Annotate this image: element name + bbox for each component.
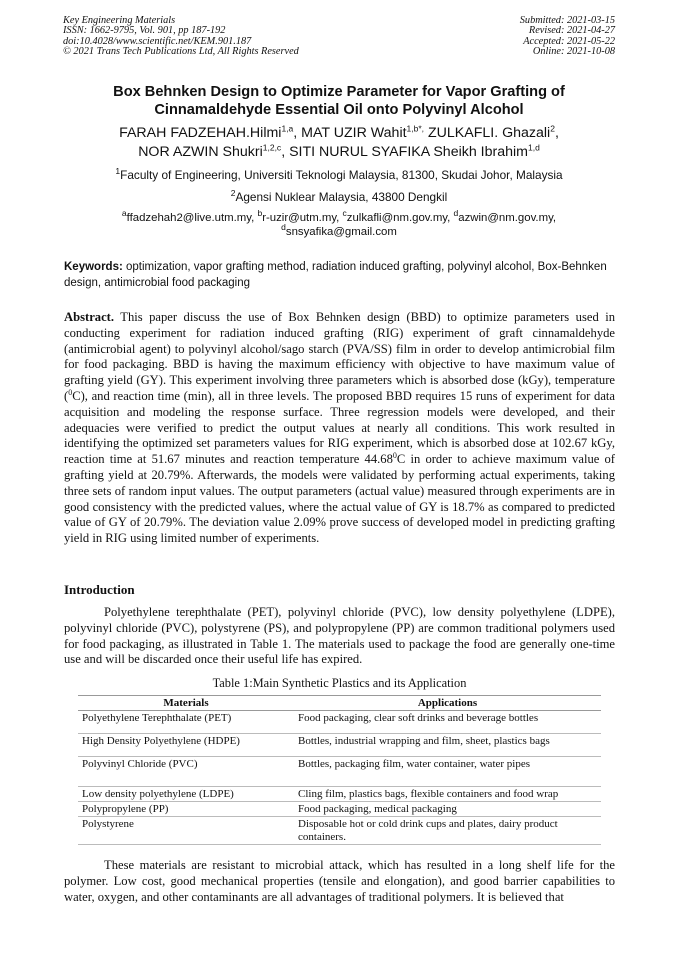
submitted-date: Submitted: 2021-03-15 <box>519 15 615 26</box>
email-a[interactable]: ffadzehah2@live.utm.my, <box>126 212 258 224</box>
introduction-paragraph-1: Polyethylene terephthalate (PET), polyvinyl chloride (PVC), low density polyethylene (LDPE), polyvinyl chloride (PVC), polystyrene (PS), and polypropylene (PP) are common traditional polymers used for food packaging, as illustrated in Table 1. The materials used to package the food are generally one-time use and will be discarded once their useful life has expired. <box>64 605 615 667</box>
table-cell-material: Polypropylene (PP) <box>78 802 294 817</box>
degree-sup-1: 0 <box>68 387 73 397</box>
email-d2-marker: d <box>281 222 286 233</box>
table-cell-material: High Density Polyethylene (HDPE) <box>78 734 294 757</box>
author-1-affil: 1,a <box>281 123 294 134</box>
title-line-2: Cinnamaldehyde Essential Oil onto Polyvinyl Alcohol <box>154 102 524 119</box>
table-row <box>78 734 601 757</box>
abstract-text-2: C), and reaction time (min), all in three levels. The proposed BBD requires 15 runs of experiment for data acquisition and modeling the response surface. Three regression models were developed, and their adequacies were verified to predict the output values at nearly all conditions. This work resulted in identifying the optimized set parameters values for RIG experiment, which is absorbed dose at 102.67 kGy, reaction time at 51.67 minutes and reaction temperature 44.68 <box>64 388 615 467</box>
table-header-row <box>78 696 601 711</box>
author-5: , SITI NURUL SYAFIKA Sheikh Ibrahim <box>281 144 528 161</box>
author-5-affil: 1,d <box>527 142 540 153</box>
author-2: , MAT UZIR Wahit <box>293 125 407 141</box>
table-cell-application: Bottles, packaging film, water container, water pipes <box>294 757 601 787</box>
email-d[interactable]: azwin@nm.gov.my, <box>458 212 557 224</box>
table-cell-application: Disposable hot or cold drink cups and plates, dairy product containers. <box>294 817 601 845</box>
table-1-caption: Table 1:Main Synthetic Plastics and its Application <box>212 676 467 690</box>
author-separator: , <box>554 125 559 141</box>
table-cell-application: Bottles, industrial wrapping and film, sheet, plastics bags <box>294 734 601 757</box>
affiliation-2 <box>20 190 658 204</box>
affiliation-1-marker: 1 <box>115 166 121 177</box>
email-d2[interactable]: snsyafika@gmail.com <box>285 226 397 239</box>
table-1 <box>78 695 601 845</box>
abstract-text-3: C in order to achieve maximum value of grafting yield at 20.79%. Afterwards, the models were validated by performing actual experiments, taking three sets of random input values. The output parameters (actual value) measured through experiments are in good consistency with the predicted values, where the actual value of GY is 18.7% as compared to predicted value of GY of 20.79%. The deviation value 2.09% prove success of developed model in predicting grafting yield in RIG using limited number of experiments. <box>64 452 615 546</box>
author-list <box>20 124 658 163</box>
journal-header-left <box>63 16 299 57</box>
keywords <box>64 260 615 291</box>
table-row <box>78 757 601 787</box>
table-cell-material: Polyethylene Terephthalate (PET) <box>78 711 294 734</box>
table-cell-application: Food packaging, medical packaging <box>294 802 601 817</box>
email-b[interactable]: r-uzir@utm.my, <box>262 212 343 224</box>
issn-line: ISSN: 1662-9795, Vol. 901, pp 187-192 <box>63 25 226 37</box>
table-row <box>78 817 601 845</box>
abstract <box>64 310 615 547</box>
table-row <box>78 802 601 817</box>
email-c[interactable]: zulkafli@nm.gov.my, <box>346 212 454 224</box>
affiliation-2-marker: 2 <box>230 188 236 199</box>
email-c-marker: c <box>342 208 347 219</box>
copyright-line: © 2021 Trans Tech Publications Ltd, All Rights Reserved <box>63 45 299 57</box>
author-2-affil: 1,b*, <box>406 123 425 134</box>
revised-date: Revised: 2021-04-27 <box>528 25 615 37</box>
affiliation-1 <box>20 168 658 182</box>
email-a-marker: a <box>121 208 127 219</box>
table-cell-material: Polystyrene <box>78 817 294 845</box>
email-d-marker: d <box>453 208 459 219</box>
author-3-affil: 2 <box>550 123 555 134</box>
abstract-text-1: This paper discuss the use of Box Behnken design (BBD) to optimize parameters used in conducting experiment for radiation induced grafting (RIG) experiment of graft cinnamaldehyde (antimicrobial agent) to polyvinyl alcohol/sago starch (PVA/SS) film in order to develop antimicrobial film for food packaging. BBD is having the maximum efficiency with objective to have maximum value of grafting yield (GY). This experiment involving three parameters which is absorbed dose (kGy), temperature ( <box>64 310 615 403</box>
table-row <box>78 787 601 802</box>
table-cell-application: Food packaging, clear soft drinks and beverage bottles <box>294 711 601 734</box>
journal-name: Key Engineering Materials <box>63 15 176 26</box>
email-b-marker: b <box>257 208 263 219</box>
doi-line: doi:10.4028/www.scientific.net/KEM.901.187 <box>63 35 252 47</box>
table-cell-material: Polyvinyl Chloride (PVC) <box>78 757 294 787</box>
author-emails <box>40 208 638 239</box>
table-cell-material: Low density polyethylene (LDPE) <box>78 787 294 802</box>
degree-sup-2: 0 <box>392 450 397 460</box>
introduction-paragraph-2: These materials are resistant to microbial attack, which has resulted in a long shelf life for the polymer. Low cost, good mechanical properties (tensile and elongation), and good barrier capabilities to water, oxygen, and other contaminants are all advantages of traditional polymers. It is believed that <box>64 858 615 904</box>
author-4: NOR AZWIN Shukri <box>138 144 263 161</box>
author-3: ZULKAFLI. Ghazali <box>424 125 551 141</box>
column-header-materials: Materials <box>78 696 294 711</box>
online-date: Online: 2021-10-08 <box>532 45 615 57</box>
journal-header-right <box>520 16 615 57</box>
paper-title <box>40 83 638 120</box>
table-cell-application: Cling film, plastics bags, flexible containers and food wrap <box>294 787 601 802</box>
introduction-heading: Introduction <box>64 582 135 597</box>
author-4-affil: 1,2,c <box>262 142 282 153</box>
abstract-label: Abstract. <box>64 310 115 324</box>
affiliation-1-text: Faculty of Engineering, Universiti Teknologi Malaysia, 81300, Skudai Johor, Malaysia <box>120 168 563 182</box>
column-header-applications: Applications <box>294 696 601 711</box>
author-1: FARAH FADZEHAH.Hilmi <box>119 125 282 141</box>
keywords-label: Keywords: <box>64 261 123 273</box>
table-row <box>78 711 601 734</box>
title-line-1: Box Behnken Design to Optimize Parameter for Vapor Grafting of <box>113 84 565 100</box>
accepted-date: Accepted: 2021-05-22 <box>523 35 615 47</box>
keywords-text: optimization, vapor grafting method, radiation induced grafting, polyvinyl alcohol, Box-Behnken design, antimicrobial food packaging <box>64 261 607 289</box>
affiliation-2-text: Agensi Nuklear Malaysia, 43800 Dengkil <box>235 190 448 204</box>
